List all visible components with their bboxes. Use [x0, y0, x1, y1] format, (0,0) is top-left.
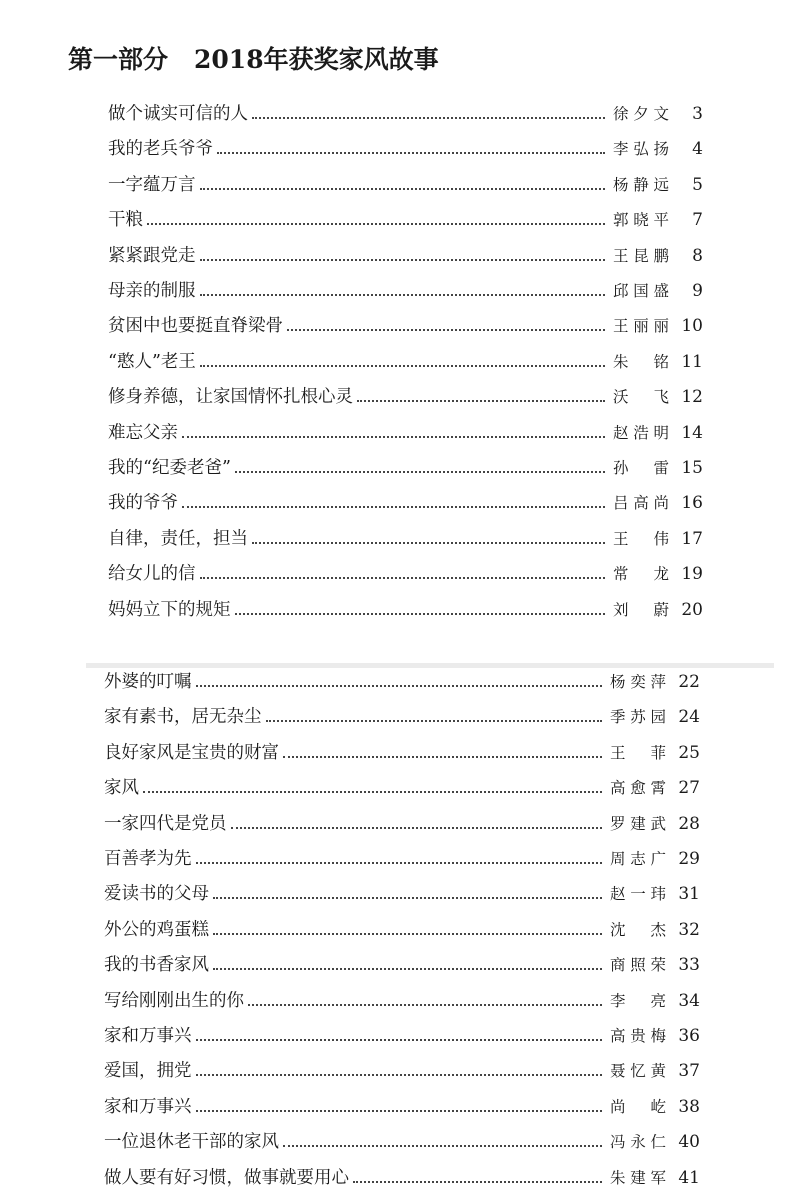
entry-page-number: 28 — [678, 813, 700, 834]
entry-page-number: 29 — [678, 849, 700, 869]
entry-title: 母亲的制服 — [108, 281, 196, 301]
dot-leader — [231, 827, 603, 829]
entry-title: 一字蕴万言 — [108, 174, 196, 195]
dot-leader — [266, 720, 603, 722]
entry-page-number: 31 — [678, 884, 700, 905]
entry-title: 干粮 — [108, 210, 143, 231]
entry-title: 一位退休老干部的家风 — [104, 1132, 279, 1153]
entry-author: 朱建军 — [610, 1168, 666, 1187]
toc-entry[interactable] — [108, 241, 703, 271]
entry-author: 赵浩明 — [613, 423, 669, 442]
entry-page-number: 3 — [692, 104, 703, 124]
dot-leader — [200, 259, 606, 261]
toc-entry[interactable] — [108, 347, 703, 377]
entry-page-number: 41 — [678, 1167, 700, 1188]
dot-leader — [248, 1004, 602, 1006]
dot-leader — [196, 1074, 603, 1076]
entry-page-number: 19 — [681, 564, 703, 585]
toc-entry[interactable] — [104, 1163, 700, 1193]
entry-page-number: 8 — [692, 245, 703, 266]
entry-title: 我的爷爷 — [108, 493, 178, 514]
entry-author: 杨静远 — [613, 175, 669, 194]
entry-author: 徐夕文 — [613, 105, 669, 123]
entry-page-number: 32 — [678, 919, 700, 940]
dot-leader — [182, 506, 605, 508]
dot-leader — [147, 223, 605, 225]
toc-entry[interactable] — [104, 738, 700, 768]
entry-author: 王 菲 — [610, 743, 666, 762]
entry-title: 我的“纪委老爸” — [108, 458, 231, 478]
dot-leader — [357, 400, 605, 402]
entry-page-number: 4 — [692, 139, 703, 160]
dot-leader — [353, 1181, 602, 1183]
toc-entry[interactable] — [108, 311, 703, 341]
entry-author: 朱 铭 — [613, 352, 669, 371]
dot-leader — [200, 294, 606, 296]
dot-leader — [196, 1110, 603, 1112]
entry-author: 李 亮 — [610, 991, 666, 1010]
entry-title: 写给刚刚出生的你 — [104, 990, 244, 1011]
entry-title: 妈妈立下的规矩 — [108, 599, 231, 620]
entry-author: 高愈霄 — [610, 779, 666, 798]
toc-entry[interactable] — [108, 99, 703, 129]
entry-title: 家和万事兴 — [104, 1096, 192, 1117]
dot-leader — [213, 968, 602, 970]
entry-author: 商照荣 — [610, 956, 666, 975]
dot-leader — [287, 329, 605, 331]
entry-page-number: 7 — [692, 210, 703, 231]
toc-entry[interactable] — [108, 382, 703, 412]
toc-entry[interactable] — [108, 488, 703, 518]
entry-author: 高贵梅 — [610, 1027, 666, 1045]
toc-entry[interactable] — [108, 453, 703, 483]
entry-page-number: 37 — [678, 1061, 700, 1082]
section-divider — [86, 663, 774, 668]
entry-author: 邱国盛 — [613, 282, 669, 300]
toc-entry[interactable] — [108, 205, 703, 235]
entry-title: 紧紧跟党走 — [108, 245, 196, 266]
toc-entry[interactable] — [108, 595, 703, 625]
entry-page-number: 17 — [681, 528, 703, 549]
entry-title: 外婆的叮嘱 — [104, 672, 192, 692]
entry-page-number: 9 — [692, 281, 703, 301]
entry-title: 难忘父亲 — [108, 422, 178, 443]
entry-page-number: 14 — [681, 422, 703, 443]
entry-author: 王丽丽 — [613, 317, 669, 336]
entry-title: 百善孝为先 — [104, 849, 192, 869]
toc-entry[interactable] — [104, 950, 700, 980]
page-heading — [68, 40, 439, 80]
dot-leader — [200, 577, 606, 579]
entry-author: 周志广 — [610, 850, 666, 868]
toc-entry[interactable] — [104, 986, 700, 1016]
dot-leader — [200, 188, 606, 190]
entry-page-number: 38 — [678, 1096, 700, 1117]
entry-page-number: 20 — [681, 599, 703, 620]
entry-title: 外公的鸡蛋糕 — [104, 919, 209, 940]
entry-title: 自律，责任，担当 — [108, 528, 248, 549]
toc-entry[interactable] — [104, 1056, 700, 1086]
entry-page-number: 27 — [678, 778, 700, 799]
toc-entry[interactable] — [104, 844, 700, 874]
toc-entry[interactable] — [108, 276, 703, 306]
entry-page-number: 33 — [678, 955, 700, 976]
dot-leader — [252, 117, 605, 119]
toc-entry[interactable] — [104, 702, 700, 732]
entry-title: 我的老兵爷爷 — [108, 139, 213, 160]
dot-leader — [213, 933, 602, 935]
entry-page-number: 22 — [678, 672, 700, 692]
entry-page-number: 34 — [678, 990, 700, 1011]
entry-author: 季苏园 — [610, 708, 666, 727]
entry-page-number: 25 — [678, 742, 700, 763]
entry-author: 赵一玮 — [610, 885, 666, 904]
entry-title: 一家四代是党员 — [104, 813, 227, 834]
entry-title: 家和万事兴 — [104, 1026, 192, 1046]
part-title: 2018年获奖家风故事 — [194, 45, 439, 74]
dot-leader — [196, 862, 603, 864]
toc-entry[interactable] — [108, 170, 703, 200]
entry-page-number: 5 — [692, 174, 703, 195]
dot-leader — [143, 791, 602, 793]
entry-title: 家风 — [104, 778, 139, 799]
entry-author: 沃 飞 — [613, 388, 669, 407]
entry-author: 聂忆黄 — [610, 1062, 666, 1081]
toc-entry[interactable] — [104, 915, 700, 945]
entry-page-number: 11 — [681, 351, 703, 372]
entry-author: 吕高尚 — [613, 494, 669, 513]
toc-entry[interactable] — [108, 418, 703, 448]
entry-author: 杨奕萍 — [610, 673, 666, 691]
toc-entry[interactable] — [104, 879, 700, 909]
entry-title: “憨人”老王 — [108, 351, 196, 372]
entry-page-number: 12 — [681, 387, 703, 408]
dot-leader — [182, 436, 605, 438]
dot-leader — [283, 1145, 602, 1147]
entry-author: 尚 屹 — [610, 1097, 666, 1116]
entry-page-number: 10 — [681, 316, 703, 337]
entry-author: 王 伟 — [613, 529, 669, 548]
entry-title: 爱读书的父母 — [104, 884, 209, 905]
entry-title: 给女儿的信 — [108, 564, 196, 585]
entry-title: 良好家风是宝贵的财富 — [104, 742, 279, 763]
entry-page-number: 16 — [681, 493, 703, 514]
dot-leader — [213, 897, 602, 899]
entry-title: 家有素书，居无杂尘 — [104, 707, 262, 728]
toc-entry[interactable] — [108, 559, 703, 589]
dot-leader — [235, 613, 606, 615]
dot-leader — [200, 365, 605, 367]
dot-leader — [196, 1039, 603, 1041]
entry-author: 郭晓平 — [613, 211, 669, 230]
entry-author: 沈 杰 — [610, 920, 666, 939]
entry-author: 冯永仁 — [610, 1133, 666, 1152]
entry-title: 修身养德，让家国情怀扎根心灵 — [108, 387, 353, 408]
entry-title: 爱国，拥党 — [104, 1061, 192, 1082]
entry-page-number: 36 — [678, 1026, 700, 1046]
toc-entry[interactable] — [104, 1127, 700, 1157]
entry-title: 做人要有好习惯，做事就要用心 — [104, 1167, 349, 1188]
entry-author: 罗建武 — [610, 814, 666, 833]
entry-page-number: 15 — [681, 458, 703, 478]
dot-leader — [235, 471, 605, 473]
dot-leader — [283, 756, 602, 758]
entry-author: 刘 蔚 — [613, 600, 669, 619]
entry-title: 做个诚实可信的人 — [108, 104, 248, 124]
toc-entry[interactable] — [104, 667, 700, 697]
entry-author: 李弘扬 — [613, 140, 669, 159]
toc-entry[interactable] — [104, 773, 700, 803]
dot-leader — [252, 542, 605, 544]
entry-author: 王昆鹏 — [613, 246, 669, 265]
toc-entry[interactable] — [104, 809, 700, 839]
entry-author: 常 龙 — [613, 565, 669, 584]
entry-page-number: 24 — [678, 707, 700, 728]
toc-entry[interactable] — [104, 1021, 700, 1051]
toc-entry[interactable] — [104, 1092, 700, 1122]
entry-page-number: 40 — [678, 1132, 700, 1153]
entry-title: 我的书香家风 — [104, 955, 209, 976]
toc-entry[interactable] — [108, 524, 703, 554]
toc-entry[interactable] — [108, 134, 703, 164]
entry-title: 贫困中也要挺直脊梁骨 — [108, 316, 283, 337]
dot-leader — [196, 685, 603, 687]
part-label: 第一部分 — [68, 45, 169, 74]
entry-author: 孙 雷 — [613, 459, 669, 477]
dot-leader — [217, 152, 605, 154]
